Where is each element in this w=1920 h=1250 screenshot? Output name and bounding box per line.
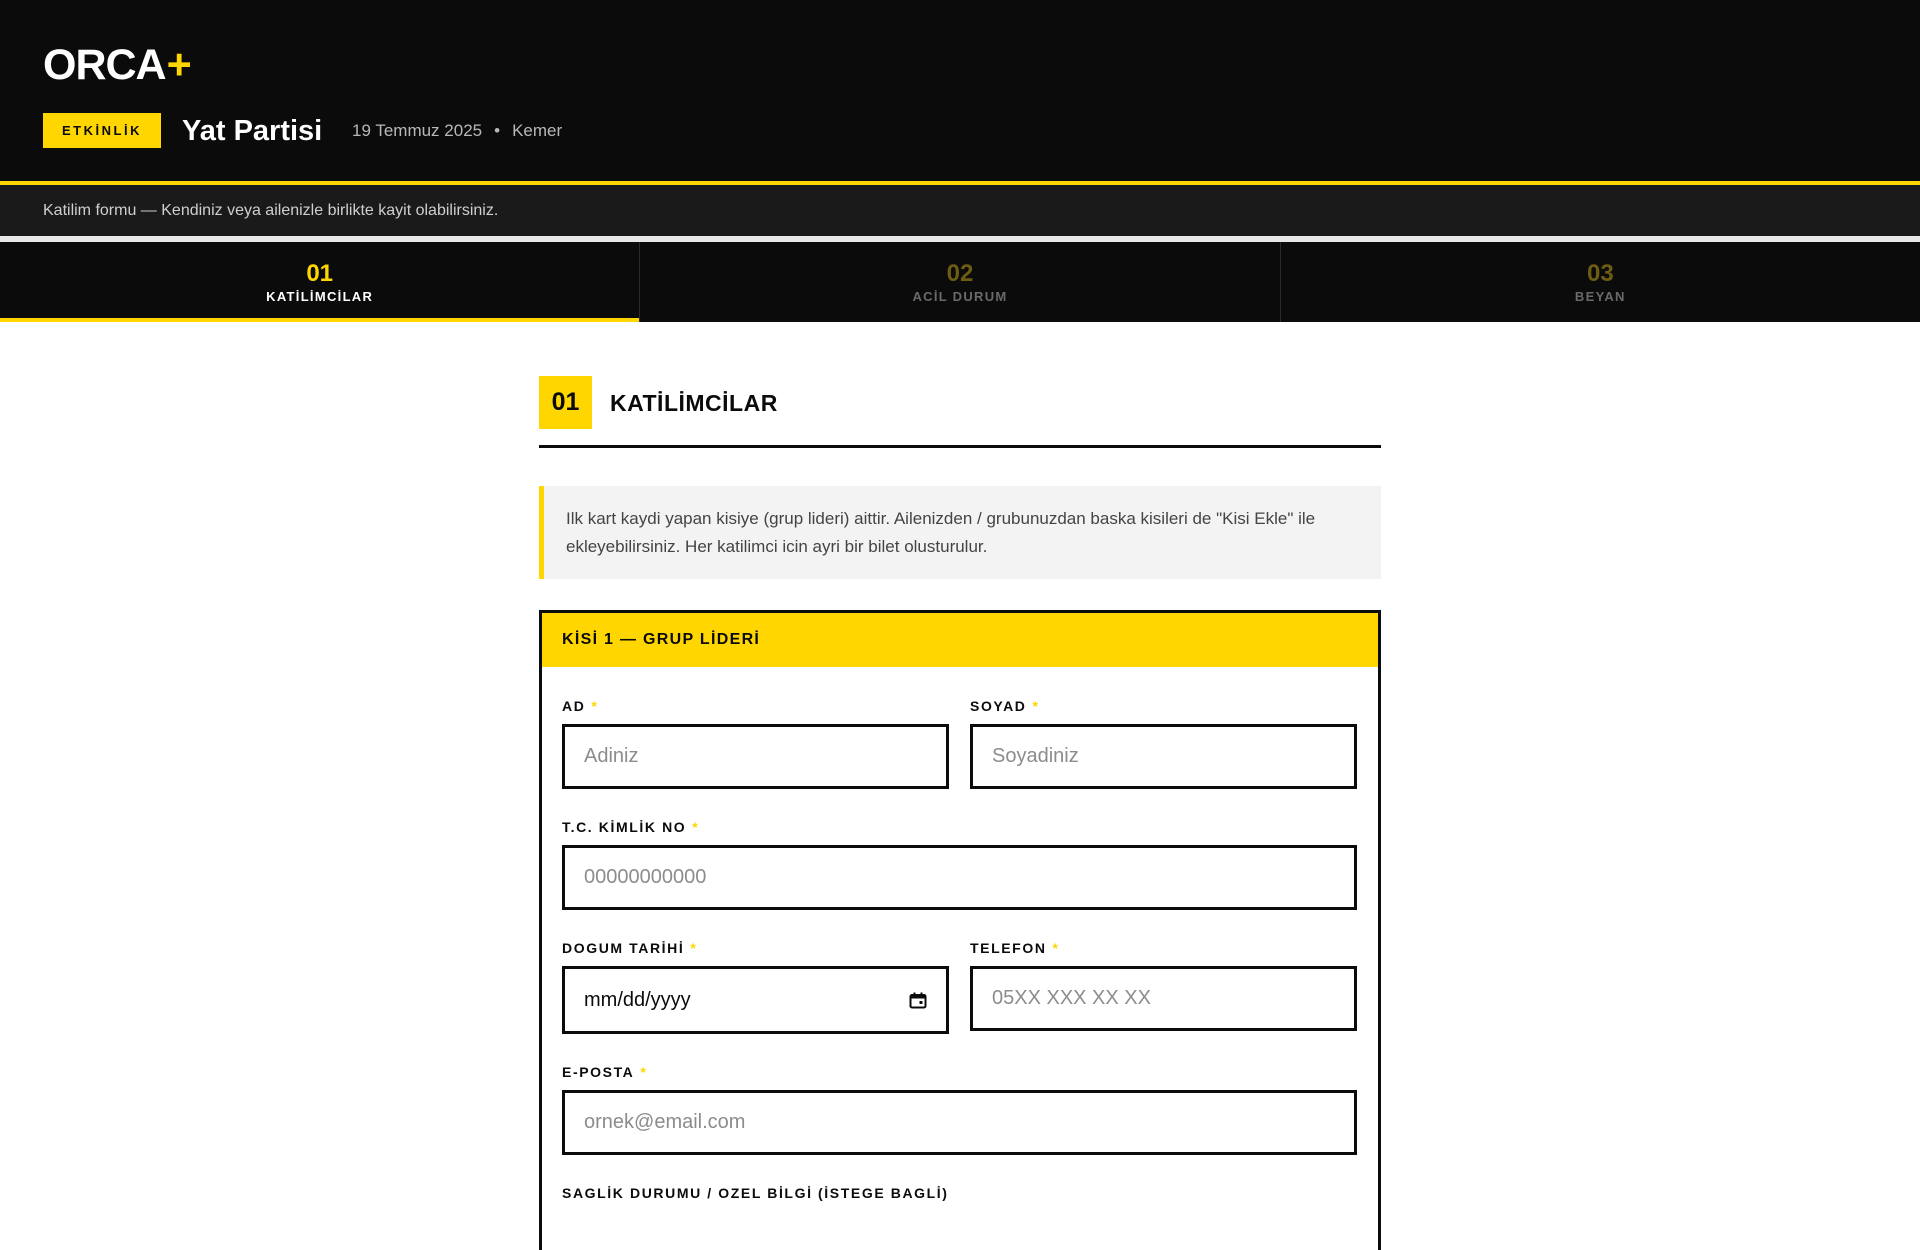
event-title: Yat Partisi xyxy=(182,115,323,147)
health-info-label: SAGLİK DURUMU / OZEL BİLGİ (İSTEGE BAGLİ) xyxy=(562,1185,949,1201)
orca-logo[interactable] xyxy=(43,40,191,90)
step-number: 03 xyxy=(1586,259,1614,287)
step-label: ACİL DURUM xyxy=(912,288,1008,304)
calendar-icon[interactable] xyxy=(909,992,927,1009)
tc-no-label xyxy=(562,818,699,836)
brand-plus: + xyxy=(166,41,191,89)
phone-label xyxy=(970,939,1060,957)
section-number-badge: 01 xyxy=(539,376,592,429)
email-input[interactable] xyxy=(562,1090,1357,1155)
required-mark: * xyxy=(640,1064,648,1080)
phone-input[interactable] xyxy=(970,966,1357,1031)
last-name-input[interactable] xyxy=(970,724,1357,789)
step-label: BEYAN xyxy=(1574,288,1626,304)
form-notice: Katilim formu — Kendiniz veya ailenizle birlikte kayit olabilirsiniz. xyxy=(0,185,1920,236)
required-mark: * xyxy=(1032,698,1040,714)
step-tab-beyan[interactable] xyxy=(1281,242,1920,322)
step-number: 01 xyxy=(306,259,334,287)
event-location: Kemer xyxy=(512,121,563,140)
step-tab-acil-durum[interactable] xyxy=(640,242,1280,322)
birth-date-label xyxy=(562,939,697,957)
event-tag-badge: ETKİNLİK xyxy=(43,113,161,148)
last-name-label xyxy=(970,697,1040,715)
label-text: TELEFON xyxy=(970,940,1047,956)
required-mark: * xyxy=(591,698,599,714)
section-header xyxy=(539,376,1381,448)
event-meta xyxy=(352,120,562,142)
step-number: 02 xyxy=(946,259,974,287)
first-name-input[interactable] xyxy=(562,724,949,789)
required-mark: * xyxy=(690,940,698,956)
tc-no-input[interactable] xyxy=(562,845,1357,910)
person-card-title: KİSİ 1 — GRUP LİDERİ xyxy=(542,613,1378,667)
label-text: SOYAD xyxy=(970,698,1027,714)
step-label: KATİLİMCİLAR xyxy=(266,288,374,304)
step-tab-katilimcilar[interactable] xyxy=(0,242,640,322)
label-text: E-POSTA xyxy=(562,1064,635,1080)
event-date: 19 Temmuz 2025 xyxy=(352,121,483,140)
birth-date-value: mm/dd/yyyy xyxy=(584,988,691,1011)
meta-separator: • xyxy=(494,121,501,140)
email-label xyxy=(562,1063,647,1081)
birth-date-input[interactable] xyxy=(562,966,949,1034)
brand-name: ORCA xyxy=(43,41,166,89)
label-text: T.C. KİMLİK NO xyxy=(562,819,687,835)
step-tabs xyxy=(0,242,1920,322)
section-title: KATİLİMCİLAR xyxy=(610,390,778,416)
person-card xyxy=(539,610,1381,1250)
label-text: AD xyxy=(562,698,586,714)
top-header xyxy=(0,0,1920,181)
required-mark: * xyxy=(692,819,700,835)
first-name-label xyxy=(562,697,598,715)
label-text: DOGUM TARİHİ xyxy=(562,940,685,956)
info-callout: Ilk kart kaydi yapan kisiye (grup lideri) aittir. Ailenizden / grubunuzdan baska kisileri de "Kisi Ekle" ile ekleyebilirsiniz. Her katilimci icin ayri bir bilet olusturulur. xyxy=(539,486,1381,579)
required-mark: * xyxy=(1052,940,1060,956)
